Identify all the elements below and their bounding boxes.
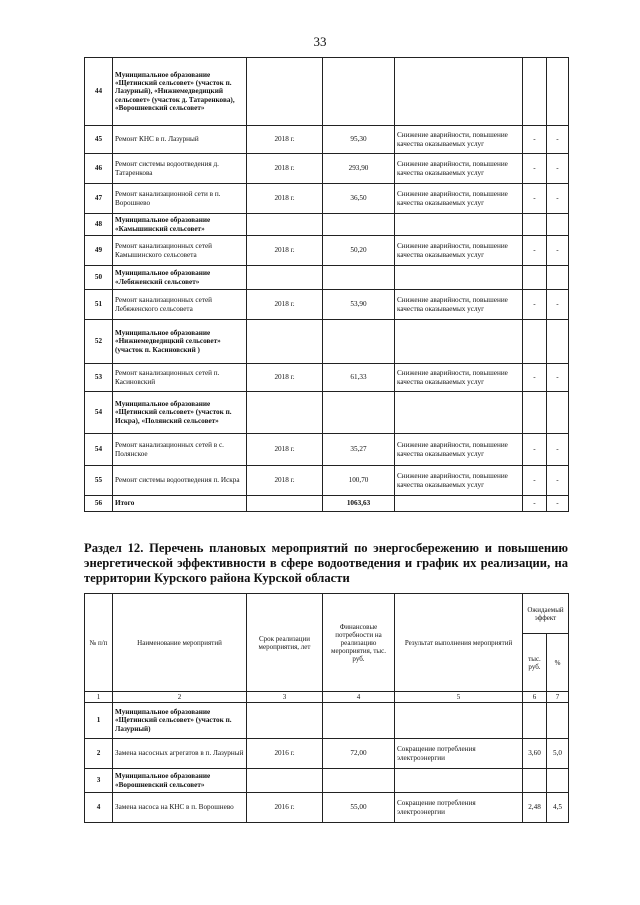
row-result: [395, 392, 523, 434]
table-row: [85, 392, 569, 434]
row-name: Замена насосных агрегатов в п. Лазурный: [113, 739, 247, 769]
row-name: Муниципальное образование «Лебяженский сельсовет»: [113, 266, 247, 290]
row-sum: 1063,63: [323, 496, 395, 512]
table-row: [85, 320, 569, 364]
row-year: [247, 703, 323, 739]
row-effect-pct: [547, 769, 569, 793]
header-effect: Ожидаемый эффект: [523, 594, 569, 634]
row-number: 53: [85, 364, 113, 392]
row-year: [247, 769, 323, 793]
row-result: Снижение аварийности, повышение качества оказываемых услуг: [395, 434, 523, 466]
section-heading: Раздел 12. Перечень плановых мероприятий по энергосбережению и повышению энергетической эффективности в сфере водоотведения и график их реализации, на территории Курского района Курской области: [84, 541, 568, 585]
row-sum: 100,70: [323, 466, 395, 496]
row-sum: 35,27: [323, 434, 395, 466]
row-result: Снижение аварийности, повышение качества оказываемых услуг: [395, 364, 523, 392]
row-result: [395, 266, 523, 290]
row-effect-pct: [547, 266, 569, 290]
row-effect-pct: 5,0: [547, 739, 569, 769]
row-year: [247, 266, 323, 290]
row-name: Муниципальное образование «Нижнемедведицкий сельсовет» (участок п. Касиновский ): [113, 320, 247, 364]
row-year: [247, 58, 323, 126]
row-name: Муниципальное образование «Камышинский сельсовет»: [113, 214, 247, 236]
col-number: 1: [85, 692, 113, 703]
row-result: Снижение аварийности, повышение качества оказываемых услуг: [395, 184, 523, 214]
row-effect-pct: -: [547, 126, 569, 154]
table-row: [85, 58, 569, 126]
table-row: [85, 266, 569, 290]
row-result: [395, 214, 523, 236]
table-row: [85, 126, 569, 154]
header-year: Срок реализации мероприятия, лет: [247, 594, 323, 692]
row-year: [247, 320, 323, 364]
row-effect-rub: -: [523, 126, 547, 154]
row-number: 49: [85, 236, 113, 266]
row-number: 3: [85, 769, 113, 793]
row-year: 2018 г.: [247, 466, 323, 496]
row-name: Ремонт системы водоотведения д. Татаренкова: [113, 154, 247, 184]
row-name: Замена насоса на КНС в п. Ворошнево: [113, 793, 247, 823]
table-row: [85, 434, 569, 466]
row-number: 46: [85, 154, 113, 184]
col-number: 4: [323, 692, 395, 703]
header-no: № п/п: [85, 594, 113, 692]
row-number: 52: [85, 320, 113, 364]
row-year: 2018 г.: [247, 126, 323, 154]
table-row: [85, 496, 569, 512]
table-row: [85, 184, 569, 214]
row-name: Муниципальное образование «Ворошневский сельсовет»: [113, 769, 247, 793]
row-year: 2016 г.: [247, 739, 323, 769]
table-water-disposal-repairs: [84, 57, 569, 512]
row-effect-rub: [523, 320, 547, 364]
row-effect-pct: -: [547, 184, 569, 214]
row-number: 1: [85, 703, 113, 739]
table-row: [85, 466, 569, 496]
row-result: [395, 320, 523, 364]
row-year: 2018 г.: [247, 434, 323, 466]
row-number: 4: [85, 793, 113, 823]
col-number: 2: [113, 692, 247, 703]
row-effect-rub: -: [523, 154, 547, 184]
row-effect-pct: -: [547, 154, 569, 184]
row-effect-rub: [523, 214, 547, 236]
row-name: Ремонт системы водоотведения п. Искра: [113, 466, 247, 496]
row-number: 56: [85, 496, 113, 512]
row-effect-pct: [547, 58, 569, 126]
row-year: [247, 214, 323, 236]
row-result: Снижение аварийности, повышение качества оказываемых услуг: [395, 290, 523, 320]
table-row: [85, 769, 569, 793]
row-sum: 72,00: [323, 739, 395, 769]
row-sum: [323, 769, 395, 793]
row-name: Муниципальное образование «Щетинский сельсовет» (участок п. Искра), «Полянский сельсовет»: [113, 392, 247, 434]
row-sum: [323, 320, 395, 364]
row-effect-rub: -: [523, 290, 547, 320]
table-row: [85, 703, 569, 739]
row-sum: 55,00: [323, 793, 395, 823]
header-effect-rub: тыс. руб.: [523, 634, 547, 692]
row-name: Ремонт канализационных сетей Лебяженского сельсовета: [113, 290, 247, 320]
table-row: [85, 364, 569, 392]
row-sum: [323, 392, 395, 434]
row-result: Снижение аварийности, повышение качества оказываемых услуг: [395, 236, 523, 266]
row-year: [247, 392, 323, 434]
row-sum: 293,90: [323, 154, 395, 184]
row-number: 55: [85, 466, 113, 496]
row-result: Сокращение потребления электроэнергии: [395, 739, 523, 769]
row-number: 54: [85, 434, 113, 466]
col-number: 6: [523, 692, 547, 703]
row-effect-pct: -: [547, 236, 569, 266]
row-sum: 53,90: [323, 290, 395, 320]
row-sum: [323, 214, 395, 236]
row-effect-rub: [523, 769, 547, 793]
row-result: [395, 769, 523, 793]
table-row: [85, 236, 569, 266]
row-name: Ремонт канализационных сетей в с. Полянское: [113, 434, 247, 466]
row-effect-rub: -: [523, 496, 547, 512]
row-effect-rub: [523, 266, 547, 290]
row-name: Итого: [113, 496, 247, 512]
row-effect-pct: -: [547, 434, 569, 466]
header-result: Результат выполнения мероприятий: [395, 594, 523, 692]
row-number: 44: [85, 58, 113, 126]
row-effect-pct: -: [547, 496, 569, 512]
row-effect-pct: [547, 703, 569, 739]
row-effect-rub: [523, 703, 547, 739]
row-sum: 61,33: [323, 364, 395, 392]
page-number: 33: [313, 34, 327, 49]
row-number: 48: [85, 214, 113, 236]
row-number: 47: [85, 184, 113, 214]
row-year: 2018 г.: [247, 364, 323, 392]
row-effect-rub: -: [523, 184, 547, 214]
table-row: [85, 793, 569, 823]
row-effect-rub: 2,48: [523, 793, 547, 823]
row-year: 2018 г.: [247, 184, 323, 214]
row-number: 50: [85, 266, 113, 290]
table-row: [85, 290, 569, 320]
row-name: Ремонт канализационных сетей п. Касиновский: [113, 364, 247, 392]
row-effect-pct: [547, 392, 569, 434]
row-result: [395, 58, 523, 126]
row-year: 2018 г.: [247, 236, 323, 266]
row-year: [247, 496, 323, 512]
row-sum: [323, 58, 395, 126]
table-row: [85, 214, 569, 236]
col-number: 7: [547, 692, 569, 703]
table-row: [85, 154, 569, 184]
row-effect-rub: 3,60: [523, 739, 547, 769]
row-result: Снижение аварийности, повышение качества оказываемых услуг: [395, 466, 523, 496]
row-name: Ремонт канализационной сети в п. Ворошнево: [113, 184, 247, 214]
row-year: 2018 г.: [247, 154, 323, 184]
row-effect-rub: -: [523, 236, 547, 266]
row-name: Ремонт канализационных сетей Камышинского сельсовета: [113, 236, 247, 266]
row-name: Муниципальное образование «Щетинский сельсовет» (участок п. Лазурный): [113, 703, 247, 739]
row-year: 2018 г.: [247, 290, 323, 320]
row-result: [395, 496, 523, 512]
table-row: [85, 739, 569, 769]
row-effect-pct: 4,5: [547, 793, 569, 823]
header-effect-pct: %: [547, 634, 569, 692]
row-sum: 36,50: [323, 184, 395, 214]
row-sum: [323, 703, 395, 739]
row-effect-rub: -: [523, 434, 547, 466]
row-effect-pct: -: [547, 364, 569, 392]
row-effect-rub: -: [523, 466, 547, 496]
col-number: 3: [247, 692, 323, 703]
row-name: Муниципальное образование «Щетинский сельсовет» (участок п. Лазурный), «Нижнемедведицкий сельсовет» (участок д. Татаренкова), «Ворошневский сельсовет»: [113, 58, 247, 126]
row-number: 2: [85, 739, 113, 769]
table-energy-saving-measures: [84, 593, 569, 823]
row-number: 51: [85, 290, 113, 320]
row-effect-pct: -: [547, 466, 569, 496]
row-name: Ремонт КНС в п. Лазурный: [113, 126, 247, 154]
row-result: Сокращение потребления электроэнергии: [395, 793, 523, 823]
col-number: 5: [395, 692, 523, 703]
row-effect-rub: [523, 392, 547, 434]
header-sum: Финансовые потребности на реализацию мероприятия, тыс. руб.: [323, 594, 395, 692]
row-effect-pct: -: [547, 290, 569, 320]
row-result: Снижение аварийности, повышение качества оказываемых услуг: [395, 154, 523, 184]
header-name: Наименование мероприятий: [113, 594, 247, 692]
row-result: Снижение аварийности, повышение качества оказываемых услуг: [395, 126, 523, 154]
row-effect-pct: [547, 320, 569, 364]
row-sum: 95,30: [323, 126, 395, 154]
row-effect-rub: [523, 58, 547, 126]
row-effect-rub: -: [523, 364, 547, 392]
row-number: 45: [85, 126, 113, 154]
row-year: 2016 г.: [247, 793, 323, 823]
row-number: 54: [85, 392, 113, 434]
row-sum: 50,20: [323, 236, 395, 266]
row-sum: [323, 266, 395, 290]
row-effect-pct: [547, 214, 569, 236]
row-result: [395, 703, 523, 739]
